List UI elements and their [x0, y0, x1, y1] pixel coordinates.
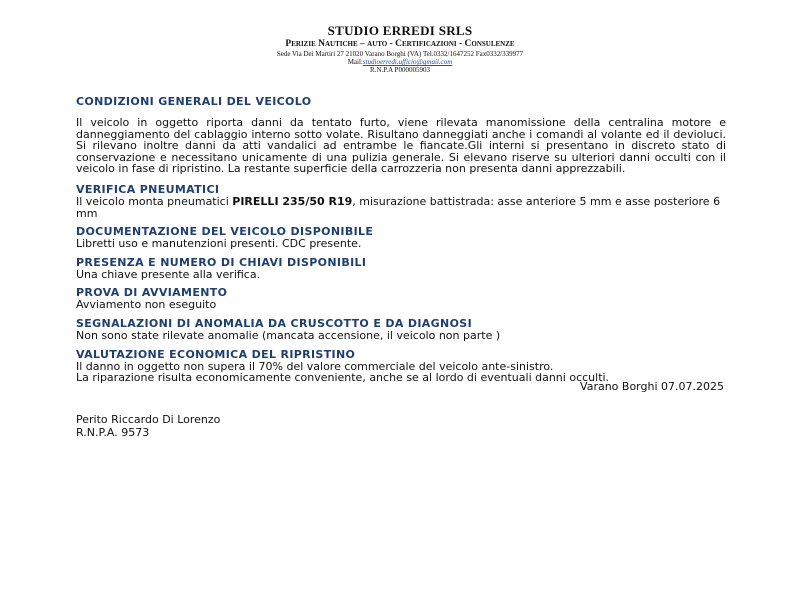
keys-text: Una chiave presente alla verifica. — [76, 267, 261, 281]
section-heading: SEGNALAZIONI DI ANOMALIA DA CRUSCOTTO E DA DIAGNOSI — [76, 316, 473, 330]
valuation-line-2: La riparazione risulta economicamente conveniente, anche se al lordo di eventuali danni occulti. — [76, 371, 610, 385]
company-rnpa: R.N.P.A P000005903 — [370, 66, 430, 74]
company-subtitle: Perizie Nautiche – auto - Certificazioni - Consulenze — [285, 39, 515, 49]
place-date: Varano Borghi 07.07.2025 — [580, 380, 724, 393]
section-heading: PROVA DI AVVIAMENTO — [76, 286, 228, 300]
section-heading: CONDIZIONI GENERALI DEL VEICOLO — [76, 95, 312, 108]
section-heading: VERIFICA PNEUMATICI — [76, 182, 220, 196]
valuation-line-1: Il danno in oggetto non supera il 70% del valore commerciale del veicolo ante-sinistro. — [76, 359, 554, 373]
section-documentation — [76, 226, 726, 250]
company-name: STUDIO ERREDI SRLS — [327, 23, 473, 38]
section-heading: PRESENZA E NUMERO DI CHIAVI DISPONIBILI — [76, 255, 367, 269]
section-heading: VALUTAZIONE ECONOMICA DEL RIPRISTINO — [76, 347, 356, 361]
anomalies-text: Non sono state rilevate anomalie (mancata accensione, il veicolo non parte ) — [76, 328, 501, 342]
conditions-text: Il veicolo in oggetto riporta danni da tentato furto, viene rilevata manomissione della centralina motore e danneggiamento del cablaggio interno sotto volate. Risultano danneggiati anche i comandi al volante ed il devioluci. Si rilevano inoltre danni da atti vandalici ad entrambe le fiancate.Gli interni si presentano in discreto stato di conservazione e necessitano unicamente di una pulizia generale. Si elevano riserve su ulteriori danni occulti con il veicolo in fase di ripristino. La restante superficie della carrozzeria non presenta danni apprezzabili. — [76, 116, 726, 176]
company-address: Sede Via Dei Martiri 27 21020 Varano Borghi (VA) Tel.0332/1647252 Fax0332/339977 — [276, 50, 524, 58]
tyres-text — [76, 196, 726, 219]
mail-label: Mail: — [347, 58, 363, 66]
mail-link[interactable]: studioerredi.ufficio@gmail.com — [362, 58, 453, 66]
section-start-test — [76, 287, 726, 311]
signature-name: Perito Riccardo Di Lorenzo — [76, 413, 221, 426]
letterhead — [0, 24, 800, 74]
section-tyres — [76, 184, 726, 219]
tyre-model: PIRELLI 235/50 R19 — [232, 194, 353, 208]
company-mail — [0, 58, 800, 66]
tyres-text-after: , misurazione battistrada: asse anteriore 5 mm e asse posteriore 6 mm — [76, 194, 721, 220]
section-conditions — [76, 96, 726, 175]
start-test-text: Avviamento non eseguito — [76, 298, 217, 312]
report-body — [76, 96, 726, 384]
section-heading: DOCUMENTAZIONE DEL VEICOLO DISPONIBILE — [76, 225, 374, 239]
signature-block — [76, 414, 220, 439]
documentation-text: Libretti uso e manutenzioni presenti. CDC presente. — [76, 237, 362, 251]
section-anomalies — [76, 318, 726, 342]
section-valuation — [76, 349, 726, 384]
section-keys — [76, 257, 726, 281]
signature-rnpa: R.N.P.A. 9573 — [76, 425, 150, 439]
tyres-text-before: Il veicolo monta pneumatici — [76, 194, 233, 208]
